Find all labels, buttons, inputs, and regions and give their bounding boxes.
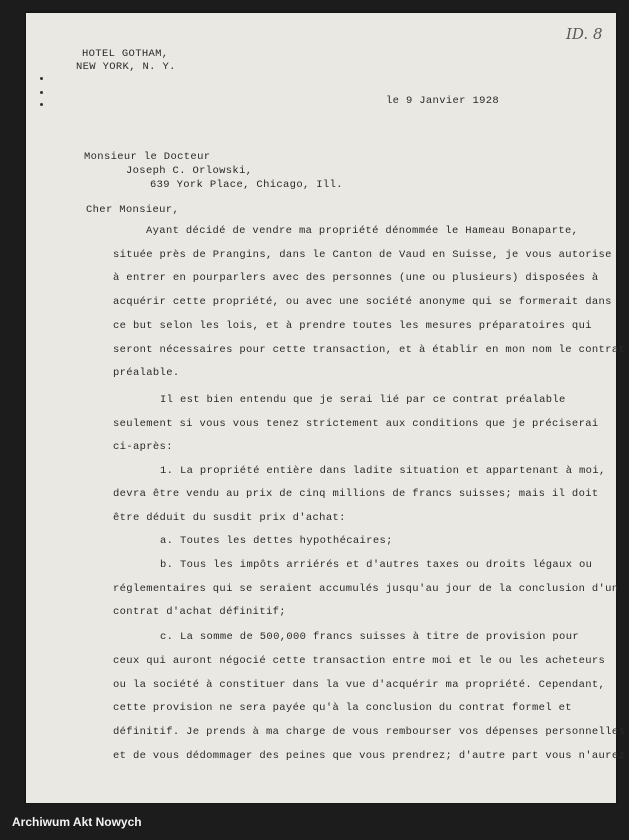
recipient-title: Monsieur le Docteur	[84, 151, 211, 163]
body-line: réglementaires qui se seraient accumulés jusqu'au jour de la conclusion d'un	[113, 583, 619, 595]
recipient-address: 639 York Place, Chicago, Ill.	[150, 179, 343, 191]
body-line: être déduit du susdit prix d'achat:	[113, 512, 346, 524]
body-line: a. Toutes les dettes hypothécaires;	[160, 535, 393, 547]
punch-hole	[40, 77, 43, 80]
salutation: Cher Monsieur,	[86, 204, 180, 216]
body-line: Il est bien entendu que je serai lié par ce contrat préalable	[160, 394, 566, 406]
punch-hole	[40, 103, 43, 106]
body-line: ce but selon les lois, et à prendre toutes les mesures préparatoires qui	[113, 320, 592, 332]
recipient-name: Joseph C. Orlowski,	[126, 165, 253, 177]
archive-mark: ID. 8	[566, 25, 603, 43]
body-line: ci-après:	[113, 441, 173, 453]
body-line: cette provision ne sera payée qu'à la conclusion du contrat formel et	[113, 702, 572, 714]
archive-footer: Archiwum Akt Nowych	[0, 804, 629, 840]
body-line: et de vous dédommager des peines que vous prendrez; d'autre part vous n'aurez	[113, 750, 626, 762]
body-line: acquérir cette propriété, ou avec une société anonyme qui se formerait dans	[113, 296, 612, 308]
body-line: préalable.	[113, 367, 180, 379]
body-line: devra être vendu au prix de cinq millions de francs suisses; mais il doit	[113, 488, 599, 500]
body-line: seulement si vous vous tenez strictement aux conditions que je préciserai	[113, 418, 599, 430]
body-line: contrat d'achat définitif;	[113, 606, 286, 618]
body-line: ceux qui auront négocié cette transaction entre moi et le ou les acheteurs	[113, 655, 606, 667]
body-line: seront nécessaires pour cette transaction, et à établir en mon nom le contrat	[113, 344, 626, 356]
punch-hole	[40, 91, 43, 94]
body-line: c. La somme de 500,000 francs suisses à titre de provision pour	[160, 631, 580, 643]
body-line: à entrer en pourparlers avec des personnes (une ou plusieurs) disposées à	[113, 272, 599, 284]
letter-page	[26, 13, 626, 803]
body-line: située près de Prangins, dans le Canton de Vaud en Suisse, je vous autorise	[113, 249, 612, 261]
letterhead-line-2: NEW YORK, N. Y.	[76, 61, 176, 73]
body-line: Ayant décidé de vendre ma propriété dénommée le Hameau Bonaparte,	[146, 225, 579, 237]
letter-date: le 9 Janvier 1928	[386, 95, 500, 107]
body-line: définitif. Je prends à ma charge de vous rembourser vos dépenses personnelles	[113, 726, 626, 738]
body-line: 1. La propriété entière dans ladite situation et appartenant à moi,	[160, 465, 606, 477]
body-line: b. Tous les impôts arriérés et d'autres taxes ou droits légaux ou	[160, 559, 593, 571]
letterhead-line-1: HOTEL GOTHAM,	[82, 48, 169, 60]
body-line: ou la société à constituer dans la vue d'acquérir ma propriété. Cependant,	[113, 679, 606, 691]
